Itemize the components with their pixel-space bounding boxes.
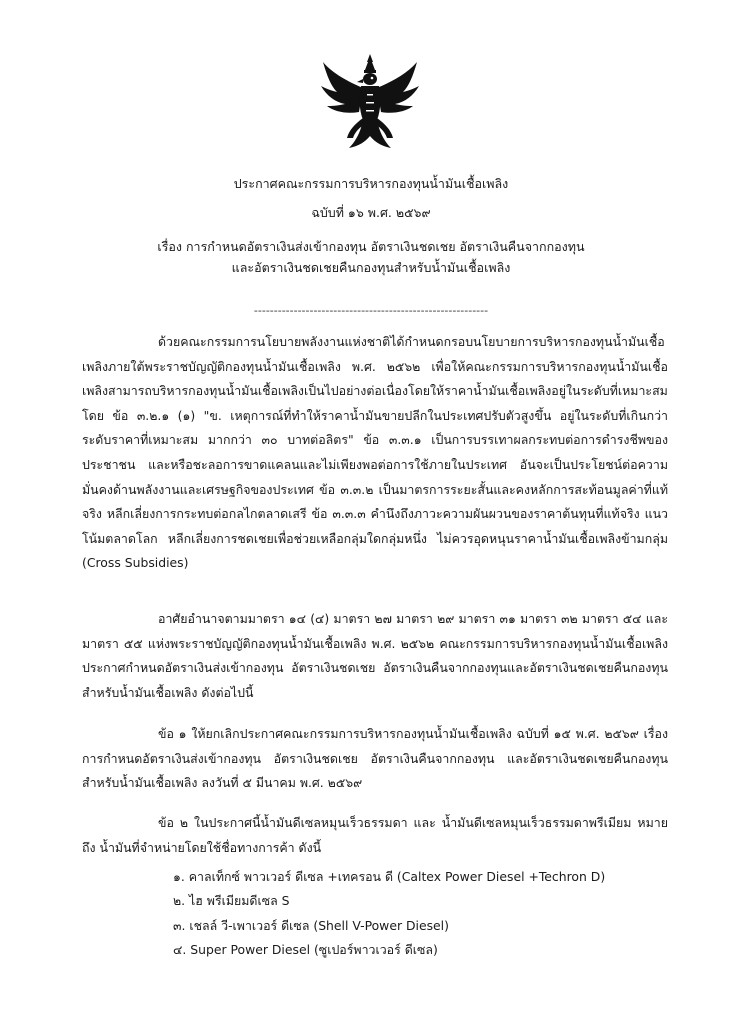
paragraph-text: ข้อ ๒ ในประกาศนี้น้ำมันดีเซลหมุนเร็วธรรมดา และ น้ำมันดีเซลหมุนเร็วธรรมดาพรีเมียม หมายถึง น้ำมันที่จำหน่ายโดยใช้ชื่อทางการค้า ดังนี้ (82, 815, 668, 855)
subject-line-1: เรื่อง การกำหนดอัตราเงินส่งเข้ากองทุน อัตราเงินชดเชย อัตราเงินคืนจากกองทุน (157, 239, 585, 254)
paragraph-text: อาศัยอำนาจตามมาตรา ๑๔ (๔) มาตรา ๒๗ มาตรา ๒๙ มาตรา ๓๑ มาตรา ๓๒ มาตรา ๕๔ และมาตรา ๕๕ แห่งพระราชบัญญัติกองทุนน้ำมันเชื้อเพลิง พ.ศ. ๒๕๖๒ คณะกรรมการบริหารกองทุนน้ำมันเชื้อเพลิงประกาศกำหนดอัตราเงินส่งเข้ากองทุน อัตราเงินชดเชย อัตราเงินคืนจากกองทุนและอัตราเงินชดเชยคืนกองทุนสำหรับน้ำมันเชื้อเพลิง ดังต่อไปนี้ (82, 611, 668, 700)
list-item: ๑. คาลเท็กซ์ พาวเวอร์ ดีเซล +เทครอน ดี (Caltex Power Diesel +Techron D) (173, 869, 606, 884)
paragraph-authority (82, 607, 668, 705)
list-item: ๒. ไฮ พรีเมียมดีเซล S (173, 893, 290, 909)
list-item: ๓. เชลล์ วี-เพาเวอร์ ดีเซล (Shell V-Power Diesel) (173, 917, 449, 933)
paragraph-text: ด้วยคณะกรรมการนโยบายพลังงานแห่งชาติได้กำหนดกรอบนโยบายการบริหารกองทุนน้ำมันเชื้อเพลิงภายใต้พระราชบัญญัติกองทุนน้ำมันเชื้อเพลิง พ.ศ. ๒๕๖๒ เพื่อให้คณะกรรมการบริหารกองทุนน้ำมันเชื้อเพลิงสามารถบริหารกองทุนน้ำมันเชื้อเพลิงเป็นไปอย่างต่อเนื่องโดยให้ราคาน้ำมันเชื้อเพลิงอยู่ในระดับที่เหมาะสม โดย ข้อ ๓.๒.๑ (๑) "ข. เหตุการณ์ที่ทำให้ราคาน้ำมันขายปลีกในประเทศปรับตัวสูงขึ้น อยู่ในระดับที่เกินกว่าระดับราคาที่เหมาะสม มากกว่า ๓๐ บาทต่อลิตร" ข้อ ๓.๓.๑ เป็นการบรรเทาผลกระทบต่อการดำรงชีพของประชาชน และหรือชะลอการขาดแคลนและไม่เพียงพอต่อการใช้ภายในประเทศ อันจะเป็นประโยชน์ต่อความมั่นคงด้านพลังงานและเศรษฐกิจของประเทศ ข้อ ๓.๓.๒ เป็นมาตรการระยะสั้นและคงหลักการสะท้อนมูลค่าที่แท้จริง หลีกเลี่ยงการกระทบต่อกลไกตลาดเสรี ข้อ ๓.๓.๓ คำนึงถึงภาวะความผันผวนของราคาต้นทุนที่แท้จริง แนวโน้มตลาดโลก หลีกเลี่ยงการชดเชยเพื่อช่วยเหลือกลุ่มใดกลุ่มหนึ่ง ไม่ควรอุดหนุนราคาน้ำมันเชื้อเพลิงข้ามกลุ่ม (Cross Subsidies) (82, 334, 668, 571)
document-issue-number: ฉบับที่ ๑๖ พ.ศ. ๒๕๖๙ (311, 205, 431, 220)
document-title: ประกาศคณะกรรมการบริหารกองทุนน้ำมันเชื้อเพลิง (233, 176, 509, 191)
paragraph-clause-2 (82, 811, 668, 860)
garuda-emblem-icon (319, 52, 421, 152)
document-subject (60, 236, 682, 278)
trade-name-list (173, 865, 673, 963)
paragraph-text: ข้อ ๑ ให้ยกเลิกประกาศคณะกรรมการบริหารกองทุนน้ำมันเชื้อเพลิง ฉบับที่ ๑๕ พ.ศ. ๒๕๖๙ เรื่อง การกำหนดอัตราเงินส่งเข้ากองทุน อัตราเงินชดเชย อัตราเงินคืนจากกองทุน และอัตราเงินชดเชยคืนกองทุนสำหรับน้ำมันเชื้อเพลิง ลงวันที่ ๕ มีนาคม พ.ศ. ๒๕๖๙ (82, 726, 668, 791)
subject-line-2: และอัตราเงินชดเชยคืนกองทุนสำหรับน้ำมันเชื้อเพลิง (231, 260, 511, 275)
list-item: ๔. Super Power Diesel (ซูเปอร์พาวเวอร์ ดีเซล) (173, 942, 438, 958)
paragraph-clause-1 (82, 722, 668, 796)
paragraph-preamble (82, 330, 668, 576)
header-divider: ----------------------------------------------------------- (253, 304, 489, 317)
